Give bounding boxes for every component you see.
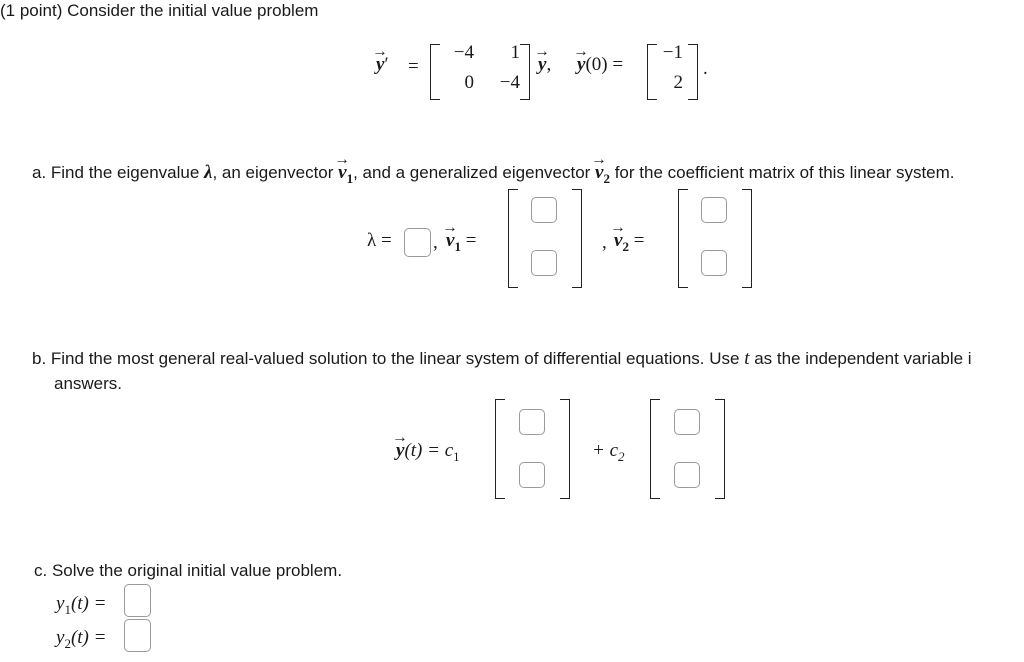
problem-header: (1 point) Consider the initial value problem (0, 1, 319, 20)
part-b-question-line2: answers. (54, 374, 123, 393)
v2-entry-2-input[interactable] (701, 250, 727, 276)
solution-vector-2-entry-2-input[interactable] (674, 462, 700, 488)
matrix-a11: −4 (453, 42, 474, 63)
general-solution-label: → $y(t) = c_1$ (396, 440, 460, 465)
part-a-question: a. Find the eigenvalue λ, an eigenvector → $v_1$, and a generalized eigenvector → $v_2$ for the coefficient matrix of this linear system. (32, 162, 955, 187)
v1-right-bracket (572, 189, 582, 288)
y1-answer-input[interactable] (124, 584, 151, 617)
solution-vector-2-left-bracket (650, 399, 660, 499)
y-prime-lhs: → y′ (376, 54, 389, 76)
plus-c2-label: + $c_2$ (592, 440, 625, 464)
solution-vector-1-left-bracket (495, 399, 505, 499)
initial-condition-label: → y(0) = (577, 54, 623, 76)
v1-entry-1-input[interactable] (531, 197, 557, 223)
comma-separator-2: , (602, 232, 607, 253)
v1-label: → $v_1$ = (446, 230, 476, 255)
solution-vector-2-entry-1-input[interactable] (674, 409, 700, 435)
y1-label: $y_1(t)$ = (56, 593, 107, 617)
matrix-a21: 0 (464, 72, 474, 93)
part-c-question: c. Solve the original initial value problem. (34, 561, 343, 580)
v1-entry-2-input[interactable] (531, 250, 557, 276)
matrix-right-bracket (520, 44, 530, 100)
matrix-left-bracket (430, 44, 440, 100)
part-b-question-line1: b. Find the most general real-valued solution to the linear system of differential equations. Use t as the independent variable i (32, 348, 972, 369)
equals-sign: = (408, 56, 419, 77)
v2-entry-1-input[interactable] (701, 197, 727, 223)
ic-value-2: 2 (673, 72, 683, 93)
period: . (703, 58, 708, 79)
comma-separator: , (433, 232, 438, 253)
solution-vector-1-right-bracket (560, 399, 570, 499)
matrix-a12: 1 (510, 42, 520, 63)
solution-vector-2-right-bracket (715, 399, 725, 499)
v2-label: → $v_2$ = (614, 230, 644, 255)
v2-right-bracket (742, 189, 752, 288)
lambda-input[interactable] (404, 228, 431, 257)
y2-label: $y_2(t)$ = (56, 627, 107, 651)
ic-value-1: −1 (662, 42, 683, 63)
v1-left-bracket (508, 189, 518, 288)
solution-vector-1-entry-2-input[interactable] (519, 462, 545, 488)
y-vector: → y, (538, 54, 551, 76)
matrix-a22: −4 (499, 72, 520, 93)
v2-left-bracket (678, 189, 688, 288)
solution-vector-1-entry-1-input[interactable] (519, 409, 545, 435)
lambda-label: λ = (367, 230, 392, 251)
y2-answer-input[interactable] (124, 619, 151, 652)
ic-right-bracket (688, 44, 698, 100)
